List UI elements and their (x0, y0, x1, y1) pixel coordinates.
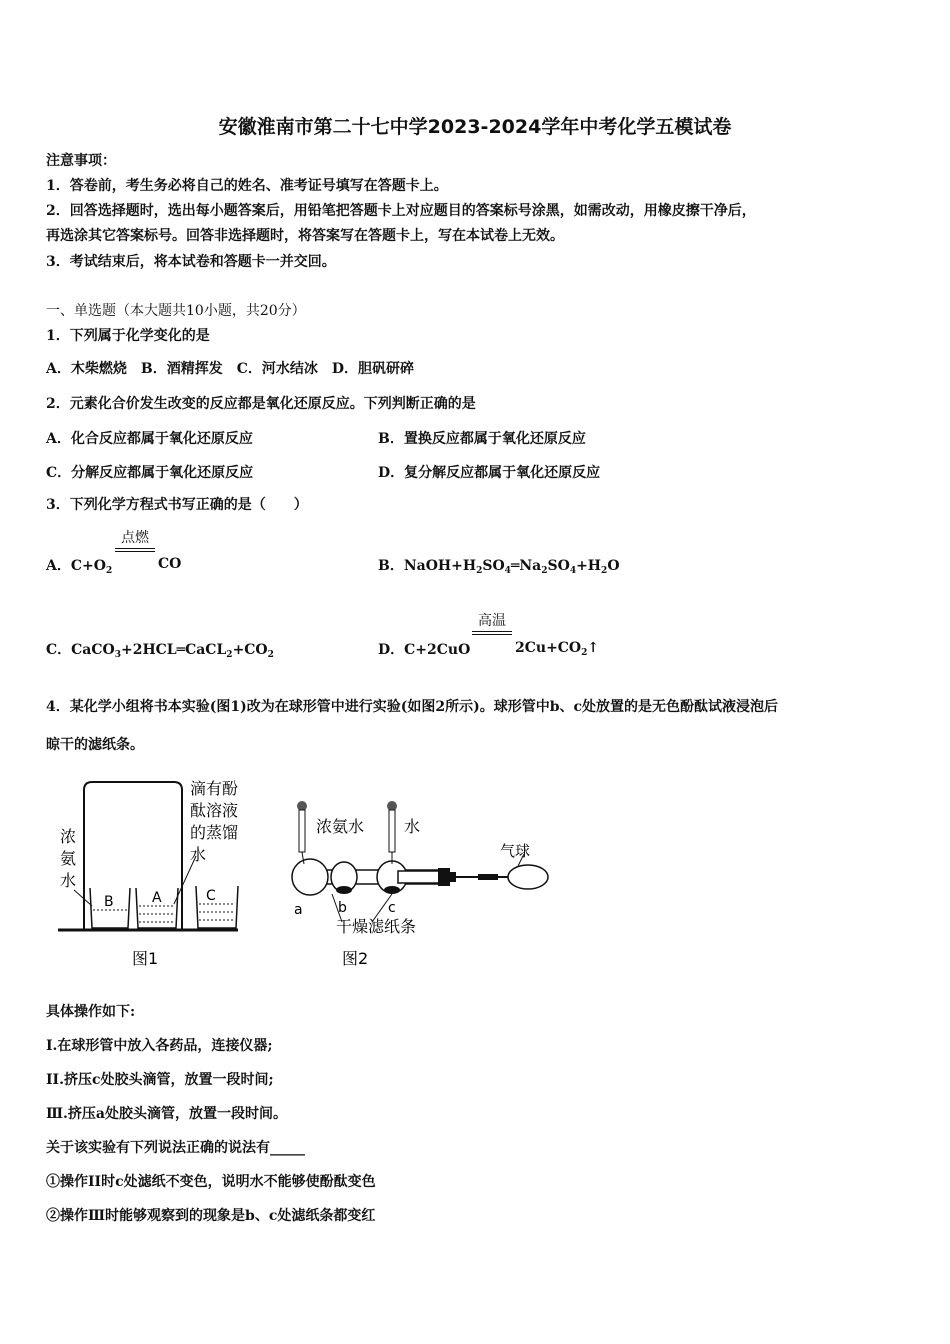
condition-label: 点燃 (121, 530, 149, 546)
question-1-options: A．木柴燃烧 B．酒精挥发 C．河水结冰 D．胆矾研碎 (46, 361, 414, 377)
balloon (508, 865, 548, 889)
question-2-stem: 2．元素化合价发生改变的反应都是氧化还原反应。下列判断正确的是 (46, 396, 476, 412)
beaker-c (196, 886, 238, 928)
operation-step: I.在球形管中放入各药品，连接仪器; (46, 1038, 273, 1054)
question-3-option-d: D．C+2CuO (378, 642, 471, 658)
question-2-option-b: B．置换反应都属于氧化还原反应 (378, 431, 586, 447)
question-1-stem: 1．下列属于化学变化的是 (46, 328, 210, 344)
section-heading: 一、单选题（本大题共10小题，共20分） (46, 303, 306, 319)
question-2-option-d: D．复分解反应都属于氧化还原反应 (378, 465, 601, 481)
figure-1-diagram (56, 778, 256, 973)
condition-label: 高温 (478, 613, 506, 629)
question-3-option-a-product: CO (158, 556, 182, 572)
filter-paper-c (384, 886, 400, 894)
dropper-c (389, 810, 395, 852)
question-4-stem-cont: 晾干的滤纸条。 (46, 737, 144, 753)
page-title: 安徽淮南市第二十七中学2023-2024学年中考化学五模试卷 (218, 116, 732, 138)
figure-1-caption: 图1 (132, 949, 159, 968)
label-balloon: 气球 (500, 842, 531, 860)
notice-item: 3．考试结束后，将本试卷和答题卡一并交回。 (46, 254, 336, 270)
label-c: c (388, 900, 396, 916)
fig1-label-top: 滴有酚 (190, 779, 239, 798)
stopper (438, 868, 450, 886)
fig1-label-top: 酞溶液 (190, 801, 239, 820)
label-a: a (294, 902, 303, 918)
reaction-condition (115, 530, 155, 552)
filter-paper-b (336, 886, 352, 894)
label-b: b (338, 900, 347, 916)
beaker-c-label: C (206, 888, 216, 904)
statement: ②操作Ⅲ时能够观察到的现象是b、c处滤纸条都变红 (46, 1208, 376, 1224)
notice-item: 2．回答选择题时，选出每小题答案后，用铅笔把答题卡上对应题目的答案标号涂黑，如需改动，用橡皮擦干净后， (46, 203, 756, 219)
operation-step: II.挤压c处胶头滴管，放置一段时间; (46, 1072, 274, 1088)
label-water: 水 (404, 817, 421, 836)
bulb-a (292, 859, 328, 895)
notice-heading: 注意事项： (46, 153, 116, 169)
fig1-label-left: 水 (60, 871, 77, 890)
beaker-b-label: B (104, 894, 114, 910)
fig1-label-top: 水 (190, 845, 207, 864)
question-3-option-b: B．$NaOH+H_2SO_4═Na_2SO_4+H_2O$ (378, 558, 620, 576)
question-4-prompt: 关于该实验有下列说法正确的说法有_____ (46, 1140, 305, 1156)
question-4-stem: 4．某化学小组将书本实验(图1)改为在球形管中进行实验(如图2所示)。球形管中b、c处放置的是无色酚酞试液浸泡后 (46, 699, 779, 715)
stopper (450, 872, 456, 882)
question-3-option-d-product: $2Cu+CO_2↑$ (515, 640, 600, 658)
statement: ①操作II时c处滤纸不变色，说明水不能够使酚酞变色 (46, 1174, 376, 1190)
question-2-option-c: C．分解反应都属于氧化还原反应 (46, 465, 254, 481)
notice-item: 1．答卷前，考生务必将自己的姓名、准考证号填写在答题卡上。 (46, 178, 448, 194)
figure-2-caption: 图2 (342, 949, 369, 968)
question-3-option-a: A．$C+O_2$ (46, 558, 113, 576)
label-ammonia: 浓氨水 (316, 817, 365, 836)
notice-item: 再选涂其它答案标号。回答非选择题时，将答案写在答题卡上，写在本试卷上无效。 (46, 228, 564, 244)
operations-heading: 具体操作如下: (46, 1004, 136, 1020)
double-line-equals (115, 548, 155, 552)
tube-clamp (478, 874, 498, 880)
question-3-stem: 3．下列化学方程式书写正确的是（ ） (46, 497, 308, 513)
dropper-a (299, 810, 305, 852)
operation-step: Ⅲ.挤压a处胶头滴管，放置一段时间。 (46, 1106, 287, 1122)
fig1-label-left: 氨 (60, 849, 77, 868)
figure-2-diagram (288, 790, 553, 975)
fig1-label-top: 的蒸馏 (190, 823, 239, 842)
fig1-label-left: 浓 (60, 827, 77, 846)
reaction-condition (472, 613, 512, 635)
beaker-a-label: A (152, 890, 162, 906)
label-dry-filter-paper: 干燥滤纸条 (336, 917, 417, 936)
question-2-option-a: A．化合反应都属于氧化还原反应 (46, 431, 253, 447)
question-3-option-c: C．$CaCO_3+2HCL═CaCL_2+CO_2$ (46, 642, 274, 660)
double-line-equals (472, 631, 512, 635)
bell-jar (84, 782, 182, 930)
